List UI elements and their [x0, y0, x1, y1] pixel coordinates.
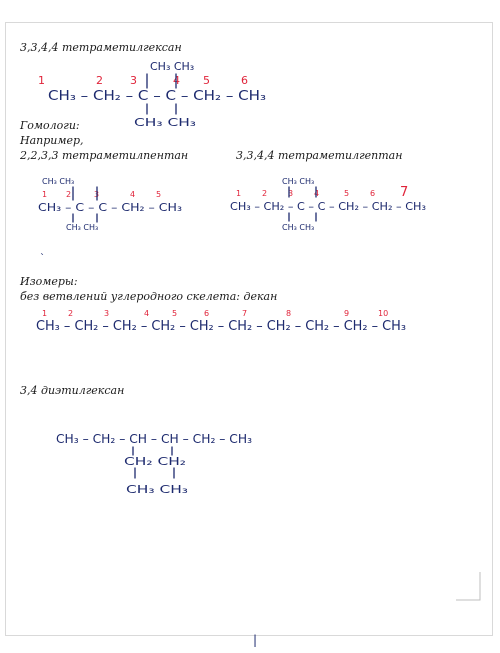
f3-main-chain: CH₃ – CH₂ – C – C – CH₂ – CH₂ – CH₃	[230, 200, 426, 213]
f5-ethyl-ch2: CH₂ CH₂	[124, 455, 186, 468]
f1-main-chain: CH₃ – CH₂ – C – C – CH₂ – CH₃	[48, 89, 266, 104]
bottom-mark: |	[253, 633, 258, 647]
f1-carbon-numbers: 1 2 3 4 5 6	[38, 74, 248, 87]
homologs-heading: Гомологи:	[20, 119, 80, 132]
corner-mark-bottom-right	[456, 572, 480, 600]
f3-carbon-numbers: 1 2 3 4 5 6 7	[236, 185, 409, 200]
example-intro: Например,	[20, 134, 84, 147]
f5-ethyl-ch3: CH₃ CH₃	[126, 483, 188, 496]
homolog-2-name: 3,3,4,4 тетраметилгептан	[236, 149, 403, 162]
f4-carbon-numbers: 1 2 3 4 5 6 7 8 9 10	[42, 309, 389, 318]
f3-bottom-substituents: CH₃ CH₃	[282, 223, 315, 232]
f1-top-substituents: CH₃ CH₃	[150, 60, 195, 73]
isomer-unbranched-label: без ветвлений углеродного скелета: декан	[20, 290, 278, 303]
homolog-1-name: 2,2,3,3 тетраметилпентан	[20, 149, 189, 162]
compound-name: 3,3,4,4 тетраметилгексан	[20, 41, 182, 54]
isomers-heading: Изомеры:	[20, 275, 78, 288]
f4-main-chain: CH₃ – CH₂ – CH₂ – CH₂ – CH₂ – CH₂ – CH₂ – CH₂ – CH₂ – CH₃	[36, 319, 406, 334]
f2-bottom-substituents: CH₃ CH₃	[66, 223, 99, 232]
f1-bottom-substituents: CH₃ CH₃	[134, 116, 196, 129]
f5-main-chain: CH₃ – CH₂ – CH – CH – CH₂ – CH₃	[56, 432, 253, 446]
isomer-diethyl-label: 3,4 диэтилгексан	[20, 384, 125, 397]
stray-mark: `	[40, 253, 45, 264]
f2-top-substituents: CH₃ CH₃	[42, 177, 75, 186]
f2-carbon-numbers: 1 2 3 4 5	[42, 190, 162, 199]
f2-main-chain: CH₃ – C – C – CH₂ – CH₃	[38, 201, 182, 214]
f3-top-substituents: CH₃ CH₃	[282, 177, 315, 186]
